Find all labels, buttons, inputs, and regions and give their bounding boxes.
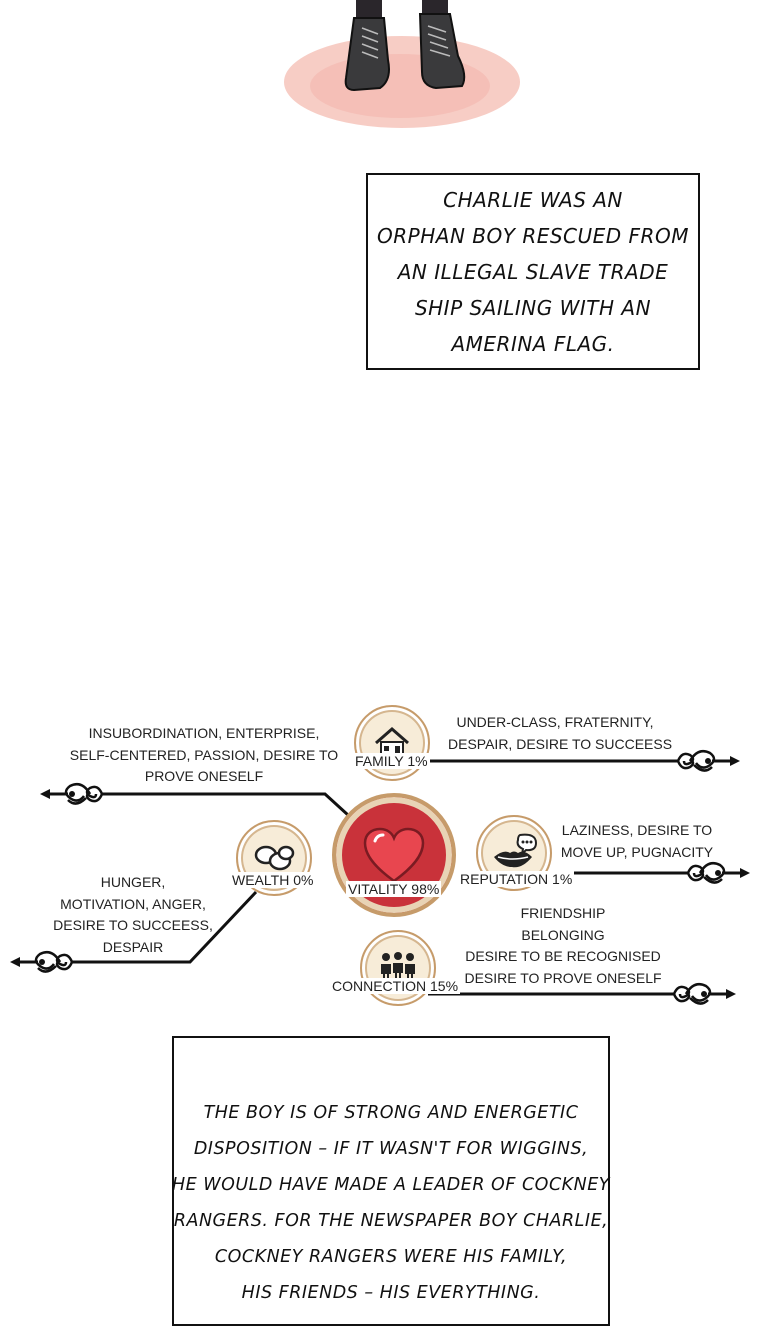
family-traits xyxy=(448,712,673,755)
trait-line: PROVE ONESELF xyxy=(144,768,264,784)
trait-line: DESIRE TO BE RECOGNISED xyxy=(465,948,661,964)
caption-line: CHARLIE WAS AN xyxy=(443,187,623,212)
trait-line: DESIRE TO SUCCEESS, xyxy=(53,917,213,933)
lips-speech-icon xyxy=(490,833,538,873)
flourish-arrow-icon xyxy=(674,863,750,882)
character-boots-illustration xyxy=(270,0,550,135)
vitality-traits xyxy=(66,723,342,788)
trait-line: HUNGER, xyxy=(100,874,166,890)
flourish-arrow-icon xyxy=(660,984,736,1003)
coins-icon xyxy=(252,843,296,873)
heart-icon xyxy=(363,827,425,883)
caption-line: AN ILLEGAL SLAVE TRADE xyxy=(397,259,669,284)
caption-line: AMERINA FLAG. xyxy=(451,331,615,356)
reputation-traits xyxy=(554,820,720,863)
connection-stat-label: CONNECTION 15% xyxy=(332,978,459,994)
wealth-stat-label: WEALTH 0% xyxy=(232,872,314,888)
wealth-traits xyxy=(52,872,214,958)
family-stat-label: FAMILY 1% xyxy=(355,753,428,769)
vitality-medallion xyxy=(332,793,456,917)
caption-line: ORPHAN BOY RESCUED FROM xyxy=(377,223,689,248)
caption-line: DISPOSITION – IF IT WASN'T FOR WIGGINS, xyxy=(193,1139,589,1159)
trait-line: INSUBORDINATION, ENTERPRISE, xyxy=(88,725,320,741)
vitality-stat-label: VITALITY 98% xyxy=(348,881,440,897)
connection-medallion xyxy=(360,930,436,1006)
trait-line: MOTIVATION, ANGER, xyxy=(60,895,206,912)
flourish-arrow-icon xyxy=(664,751,740,770)
caption-line: THE BOY IS OF STRONG AND ENERGETIC xyxy=(203,1103,579,1123)
family-medallion xyxy=(354,705,430,781)
connection-traits xyxy=(458,903,668,989)
trait-line: MOVE UP, PUGNACITY xyxy=(560,843,714,860)
trait-line: DESPAIR, DESIRE TO SUCCEESS xyxy=(448,735,673,752)
caption-line: HIS FRIENDS – HIS EVERYTHING. xyxy=(241,1283,541,1303)
trait-line: UNDER-CLASS, FRATERNITY, xyxy=(456,714,654,730)
trait-line: FRIENDSHIP xyxy=(520,905,606,921)
caption-line: RANGERS. FOR THE NEWSPAPER BOY CHARLIE, xyxy=(173,1211,609,1231)
caption-line: COCKNEY RANGERS WERE HIS FAMILY, xyxy=(214,1247,568,1267)
trait-line: LAZINESS, DESIRE TO xyxy=(561,822,713,838)
caption-line: HE WOULD HAVE MADE A LEADER OF COCKNEY xyxy=(172,1175,610,1195)
caption-line: SHIP SAILING WITH AN xyxy=(414,295,652,320)
reputation-stat-label: REPUTATION 1% xyxy=(460,871,573,887)
trait-line: SELF-CENTERED, PASSION, DESIRE TO xyxy=(69,746,339,763)
caption-box-cockney-rangers xyxy=(172,1036,610,1326)
trait-line: DESPAIR xyxy=(102,938,164,955)
caption-box-orphan-story xyxy=(366,173,700,370)
trait-line: DESIRE TO PROVE ONESELF xyxy=(464,969,662,986)
trait-line: BELONGING xyxy=(521,926,605,943)
